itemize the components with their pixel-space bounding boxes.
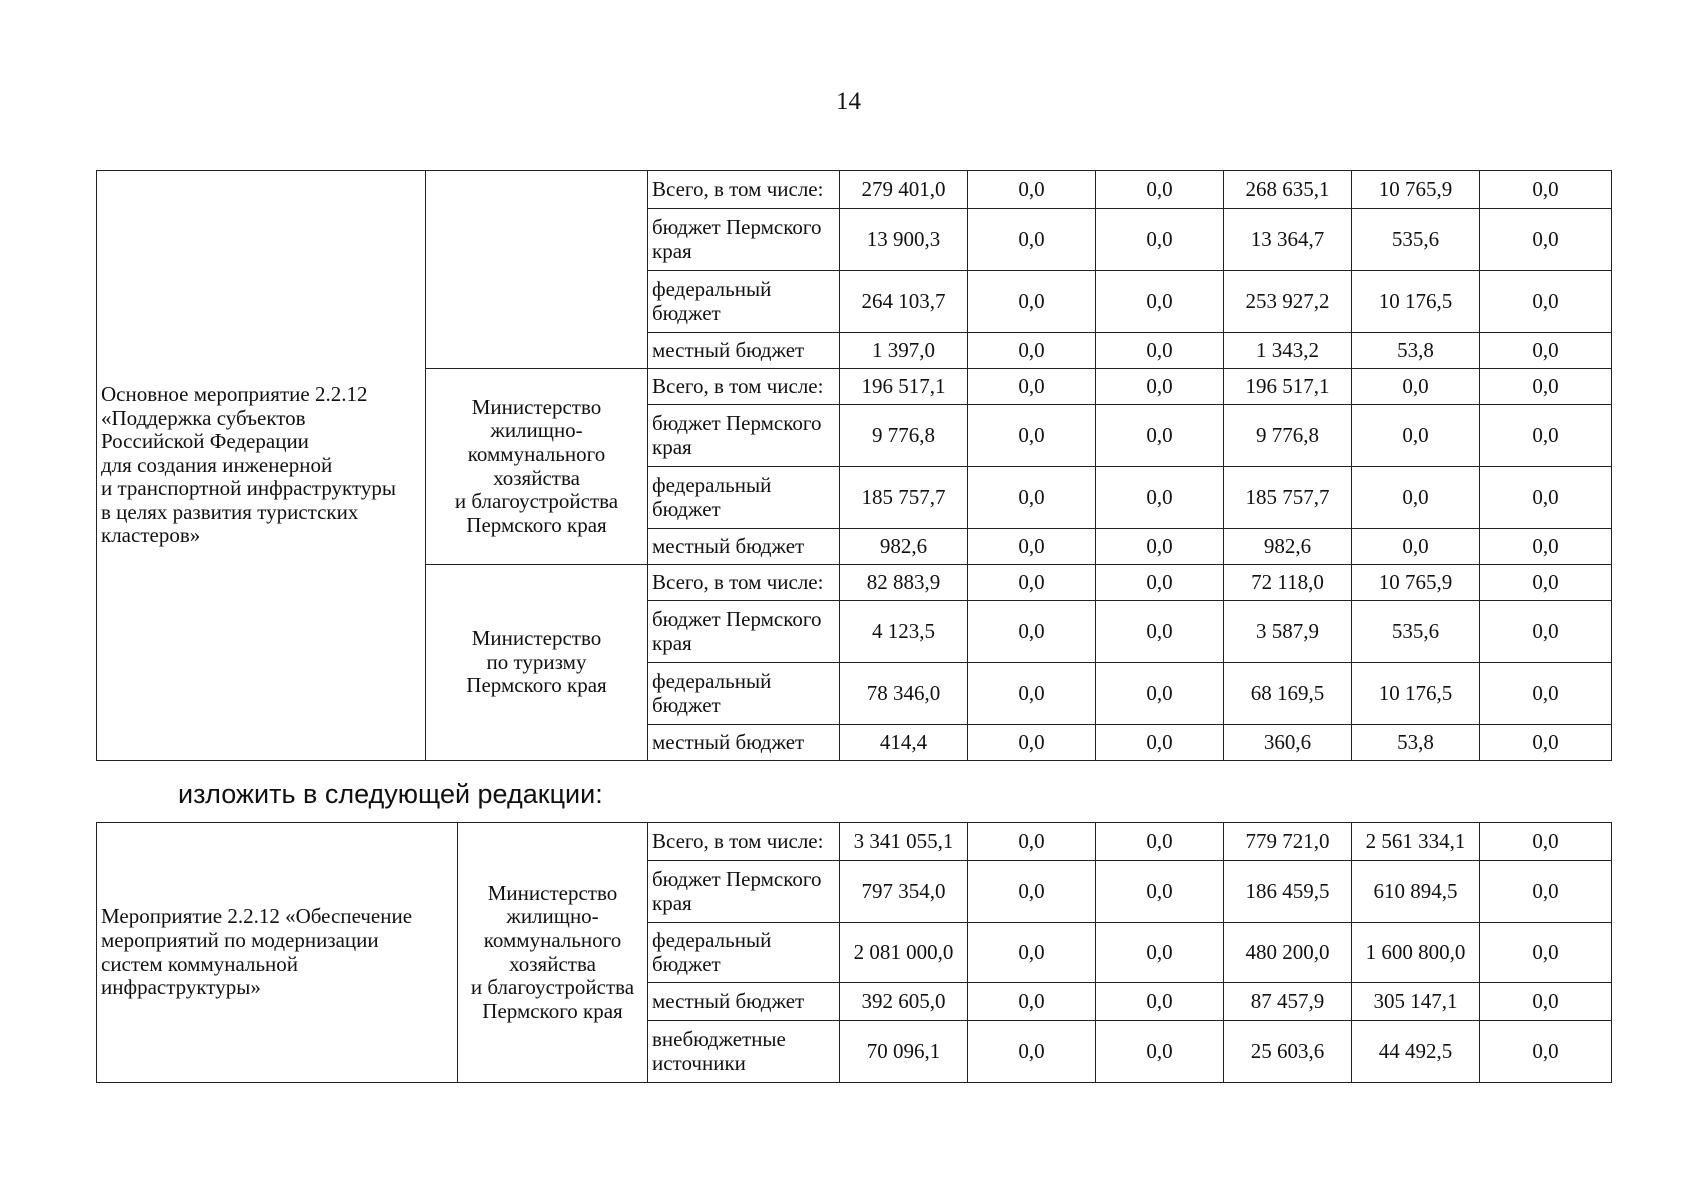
value-cell: 10 765,9: [1352, 565, 1480, 601]
activity-title-line: и транспортной инфраструктуры: [101, 476, 396, 501]
value-cell: 535,6: [1352, 601, 1480, 663]
value-cell: 0,0: [1352, 529, 1480, 565]
value-cell: 4 123,5: [840, 601, 968, 663]
value-cell: 535,6: [1352, 209, 1480, 271]
executor-line: и благоустройства: [470, 975, 635, 1000]
value-cell: 0,0: [1352, 369, 1480, 405]
value-cell: 0,0: [1480, 333, 1612, 369]
value-cell: 0,0: [1480, 209, 1612, 271]
value-cell: 0,0: [1480, 369, 1612, 405]
value-cell: 268 635,1: [1224, 171, 1352, 209]
value-cell: 0,0: [1096, 983, 1224, 1021]
funding-source-cell: бюджет Пермского края: [648, 209, 840, 271]
executor-cell: [426, 171, 648, 369]
budget-table-old: [96, 170, 1612, 761]
value-cell: 982,6: [1224, 529, 1352, 565]
value-cell: 53,8: [1352, 725, 1480, 761]
value-cell: 0,0: [968, 529, 1096, 565]
value-cell: 10 765,9: [1352, 171, 1480, 209]
executor-line: и благоустройства: [454, 489, 619, 514]
executor-line: хозяйства: [493, 465, 580, 490]
value-cell: 0,0: [968, 467, 1096, 529]
value-cell: 196 517,1: [840, 369, 968, 405]
funding-source-cell: бюджет Пермского края: [648, 405, 840, 467]
value-cell: 0,0: [1096, 467, 1224, 529]
executor-line: коммунального: [467, 441, 606, 466]
value-cell: 0,0: [1480, 725, 1612, 761]
value-cell: 0,0: [968, 663, 1096, 725]
funding-source-cell: местный бюджет: [648, 529, 840, 565]
executor-line: Министерство: [471, 626, 602, 651]
funding-source-cell: Всего, в том числе:: [648, 823, 840, 861]
value-cell: 0,0: [1096, 529, 1224, 565]
funding-source-cell: бюджет Пермского края: [648, 601, 840, 663]
value-cell: 0,0: [1352, 405, 1480, 467]
value-cell: 186 459,5: [1224, 861, 1352, 923]
value-cell: 0,0: [1480, 467, 1612, 529]
activity-title-line: систем коммунальной: [101, 951, 299, 976]
value-cell: 0,0: [968, 1021, 1096, 1083]
value-cell: 1 343,2: [1224, 333, 1352, 369]
activity-title-line: кластеров»: [101, 523, 201, 548]
value-cell: 0,0: [1096, 1021, 1224, 1083]
value-cell: 10 176,5: [1352, 663, 1480, 725]
value-cell: 0,0: [968, 823, 1096, 861]
activity-title-line: Мероприятие 2.2.12 «Обеспечение: [101, 904, 413, 929]
page-number: 14: [836, 88, 861, 115]
activity-title-line: мероприятий по модернизации: [101, 927, 379, 952]
funding-source-cell: Всего, в том числе:: [648, 171, 840, 209]
value-cell: 360,6: [1224, 725, 1352, 761]
executor-line: Пермского края: [466, 512, 607, 537]
value-cell: 0,0: [968, 565, 1096, 601]
value-cell: 1 397,0: [840, 333, 968, 369]
value-cell: 279 401,0: [840, 171, 968, 209]
value-cell: 70 096,1: [840, 1021, 968, 1083]
activity-title-line: «Поддержка субъектов: [101, 405, 306, 430]
value-cell: 0,0: [1480, 823, 1612, 861]
value-cell: 0,0: [968, 725, 1096, 761]
funding-source-cell: федеральный бюджет: [648, 663, 840, 725]
value-cell: 0,0: [1480, 1021, 1612, 1083]
value-cell: 264 103,7: [840, 271, 968, 333]
funding-source-cell: Всего, в том числе:: [648, 369, 840, 405]
value-cell: 68 169,5: [1224, 663, 1352, 725]
value-cell: 0,0: [1096, 861, 1224, 923]
value-cell: 0,0: [1352, 467, 1480, 529]
executor-line: Министерство: [487, 880, 618, 905]
value-cell: 0,0: [1096, 271, 1224, 333]
value-cell: 185 757,7: [1224, 467, 1352, 529]
funding-source-cell: местный бюджет: [648, 725, 840, 761]
funding-source-cell: местный бюджет: [648, 333, 840, 369]
activity-title-line: инфраструктуры»: [101, 975, 261, 1000]
budget-table-new: [96, 822, 1612, 1083]
value-cell: 25 603,6: [1224, 1021, 1352, 1083]
value-cell: 2 081 000,0: [840, 923, 968, 983]
value-cell: 0,0: [1480, 861, 1612, 923]
value-cell: 0,0: [1096, 725, 1224, 761]
value-cell: 87 457,9: [1224, 983, 1352, 1021]
value-cell: 305 147,1: [1352, 983, 1480, 1021]
value-cell: 0,0: [968, 405, 1096, 467]
table-row: [97, 171, 1612, 209]
value-cell: 797 354,0: [840, 861, 968, 923]
value-cell: 1 600 800,0: [1352, 923, 1480, 983]
value-cell: 0,0: [968, 861, 1096, 923]
value-cell: 0,0: [1096, 565, 1224, 601]
value-cell: 0,0: [968, 923, 1096, 983]
value-cell: 2 561 334,1: [1352, 823, 1480, 861]
funding-source-cell: местный бюджет: [648, 983, 840, 1021]
executor-line: жилищно-: [506, 904, 599, 929]
funding-source-cell: федеральный бюджет: [648, 467, 840, 529]
value-cell: 0,0: [1096, 333, 1224, 369]
table-row: [97, 823, 1612, 861]
value-cell: 10 176,5: [1352, 271, 1480, 333]
value-cell: 78 346,0: [840, 663, 968, 725]
value-cell: 185 757,7: [840, 467, 968, 529]
activity-title-line: Российской Федерации: [101, 429, 309, 454]
value-cell: 0,0: [1096, 663, 1224, 725]
value-cell: 982,6: [840, 529, 968, 565]
executor-line: Пермского края: [482, 998, 623, 1023]
executor-cell: [426, 565, 648, 761]
value-cell: 0,0: [968, 209, 1096, 271]
funding-source-cell: федеральный бюджет: [648, 271, 840, 333]
value-cell: 480 200,0: [1224, 923, 1352, 983]
executor-cell: [458, 823, 648, 1083]
value-cell: 0,0: [1096, 171, 1224, 209]
value-cell: 253 927,2: [1224, 271, 1352, 333]
value-cell: 9 776,8: [840, 405, 968, 467]
value-cell: 0,0: [968, 171, 1096, 209]
activity-title-line: Основное мероприятие 2.2.12: [101, 382, 368, 407]
value-cell: 3 341 055,1: [840, 823, 968, 861]
value-cell: 0,0: [1480, 923, 1612, 983]
executor-line: Пермского края: [466, 673, 607, 698]
value-cell: 0,0: [1480, 663, 1612, 725]
executor-line: коммунального: [483, 927, 622, 952]
value-cell: 13 900,3: [840, 209, 968, 271]
activity-title-cell: [97, 823, 458, 1083]
value-cell: 0,0: [1480, 529, 1612, 565]
value-cell: 0,0: [1480, 601, 1612, 663]
value-cell: 9 776,8: [1224, 405, 1352, 467]
executor-cell: [426, 369, 648, 565]
value-cell: 0,0: [1480, 983, 1612, 1021]
value-cell: 196 517,1: [1224, 369, 1352, 405]
value-cell: 0,0: [1480, 405, 1612, 467]
value-cell: 0,0: [968, 601, 1096, 663]
value-cell: 0,0: [1096, 209, 1224, 271]
value-cell: 0,0: [1480, 171, 1612, 209]
funding-source-cell: федеральный бюджет: [648, 923, 840, 983]
value-cell: 72 118,0: [1224, 565, 1352, 601]
value-cell: 0,0: [968, 983, 1096, 1021]
activity-title-line: для создания инженерной: [101, 452, 333, 477]
value-cell: 53,8: [1352, 333, 1480, 369]
value-cell: 0,0: [1096, 405, 1224, 467]
value-cell: 0,0: [1480, 271, 1612, 333]
executor-line: хозяйства: [509, 951, 596, 976]
funding-source-cell: бюджет Пермского края: [648, 861, 840, 923]
value-cell: 392 605,0: [840, 983, 968, 1021]
value-cell: 779 721,0: [1224, 823, 1352, 861]
executor-line: жилищно-: [490, 418, 583, 443]
activity-title-cell: [97, 171, 426, 761]
value-cell: 0,0: [1096, 369, 1224, 405]
value-cell: 0,0: [1096, 823, 1224, 861]
executor-line: по туризму: [486, 649, 587, 674]
value-cell: 0,0: [968, 369, 1096, 405]
value-cell: 0,0: [968, 271, 1096, 333]
value-cell: 610 894,5: [1352, 861, 1480, 923]
value-cell: 414,4: [840, 725, 968, 761]
value-cell: 0,0: [1096, 601, 1224, 663]
value-cell: 0,0: [1480, 565, 1612, 601]
amendment-instruction: изложить в следующей редакции:: [178, 779, 603, 809]
value-cell: 82 883,9: [840, 565, 968, 601]
executor-line: Министерство: [471, 394, 602, 419]
funding-source-cell: внебюджетные источники: [648, 1021, 840, 1083]
activity-title-line: в целях развития туристских: [101, 499, 359, 524]
value-cell: 44 492,5: [1352, 1021, 1480, 1083]
value-cell: 0,0: [968, 333, 1096, 369]
value-cell: 13 364,7: [1224, 209, 1352, 271]
funding-source-cell: Всего, в том числе:: [648, 565, 840, 601]
value-cell: 3 587,9: [1224, 601, 1352, 663]
value-cell: 0,0: [1096, 923, 1224, 983]
